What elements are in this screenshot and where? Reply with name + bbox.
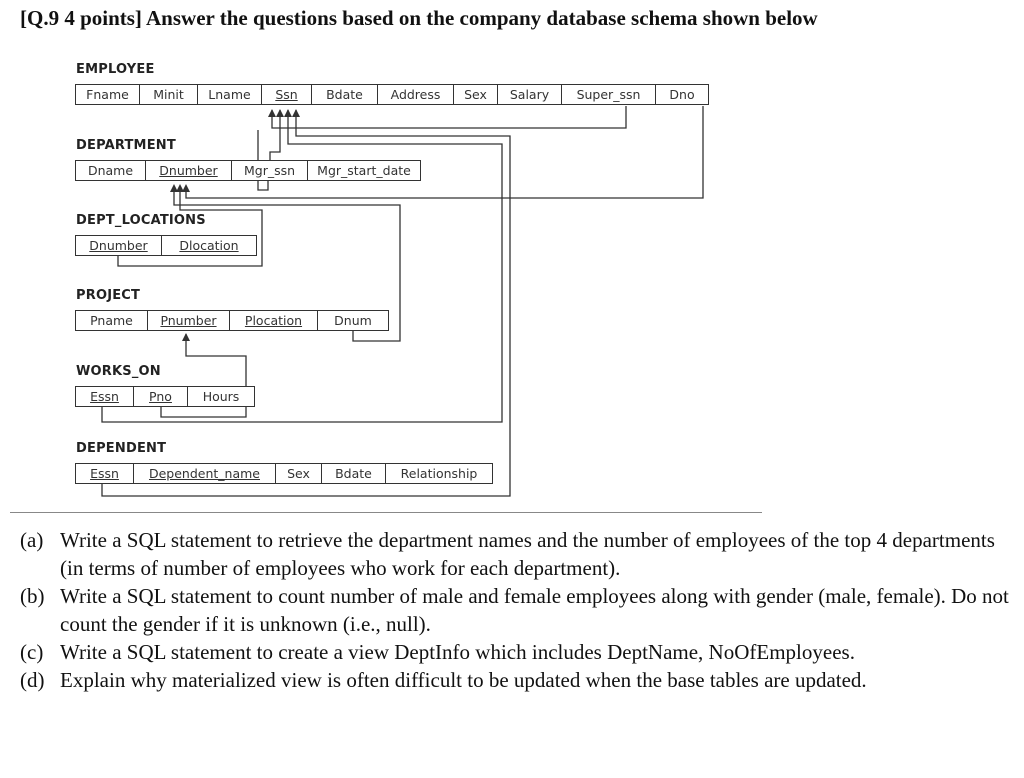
arrow-dnumber-3: [182, 184, 190, 192]
relation-name-department: DEPARTMENT: [76, 138, 176, 153]
attr-ssn: Ssn: [262, 85, 312, 104]
attr-dname: Dname: [76, 161, 146, 180]
question-text: Write a SQL statement to create a view DeptInfo which includes DeptName, NoOfEmployees.: [60, 640, 855, 664]
attr-fname: Fname: [76, 85, 140, 104]
attr-essn: Essn: [76, 387, 134, 406]
attr-pname: Pname: [76, 311, 148, 330]
attr-sex: Sex: [454, 85, 498, 104]
attr-pno: Pno: [134, 387, 188, 406]
attr-address: Address: [378, 85, 454, 104]
attr-dlocation: Dlocation: [179, 238, 239, 253]
question-text: Explain why materialized view is often difficult to be updated when the base tables are updated.: [60, 668, 867, 692]
question-label: (c): [20, 640, 44, 664]
relation-name-works-on: WORKS_ON: [76, 364, 161, 379]
attr-dnumber: Dnumber: [76, 236, 162, 255]
attr-super-ssn: Super_ssn: [562, 85, 656, 104]
arrow-ssn-3: [284, 109, 292, 117]
attr-sex: Sex: [276, 464, 322, 483]
attr-bdate: Bdate: [312, 85, 378, 104]
relation-department: [75, 160, 421, 181]
attr-salary: Salary: [498, 85, 562, 104]
attr-dependent-name: Dependent_name: [134, 464, 276, 483]
attr-dnum: Dnum: [334, 313, 372, 328]
question-list: [20, 526, 1010, 694]
attr-mgr-start-date: Mgr_start_date: [317, 163, 411, 178]
relation-name-employee: EMPLOYEE: [76, 62, 155, 77]
relation-works-on: [75, 386, 255, 407]
question-label: (d): [20, 668, 45, 692]
relation-name-dept-locations: DEPT_LOCATIONS: [76, 213, 206, 228]
relation-name-project: PROJECT: [76, 288, 141, 303]
question-d: [20, 666, 1010, 694]
attr-pnumber: Pnumber: [148, 311, 230, 330]
question-c: [20, 638, 1010, 666]
attr-relationship: Relationship: [400, 466, 478, 481]
attr-dnumber: Dnumber: [146, 161, 232, 180]
arrow-ssn-2: [276, 109, 284, 117]
arrow-ssn-4: [292, 109, 300, 117]
question-label: (a): [20, 528, 44, 552]
question-a: [20, 526, 1010, 582]
attr-lname: Lname: [198, 85, 262, 104]
relation-project: [75, 310, 389, 331]
attr-hours: Hours: [202, 389, 240, 404]
attr-essn: Essn: [76, 464, 134, 483]
question-title: [Q.9 4 points] Answer the questions based on the company database schema shown below: [20, 6, 818, 30]
attr-plocation: Plocation: [230, 311, 318, 330]
attr-minit: Minit: [140, 85, 198, 104]
question-b: [20, 582, 1010, 638]
relation-employee: [75, 84, 709, 105]
attr-dno: Dno: [669, 87, 695, 102]
arrow-pnumber: [182, 333, 190, 341]
attr-bdate: Bdate: [322, 464, 386, 483]
question-text: Write a SQL statement to retrieve the department names and the number of employees of the top 4 departments (in terms of number of employees who work for each department).: [60, 528, 995, 580]
section-divider: [10, 512, 762, 513]
question-label: (b): [20, 584, 45, 608]
question-text: Write a SQL statement to count number of male and female employees along with gender (male, female). Do not count the gender if it is unknown (i.e., null).: [60, 584, 1009, 636]
fk-super-ssn: [272, 106, 626, 128]
relation-name-dependent: DEPENDENT: [76, 441, 167, 456]
attr-mgr-ssn: Mgr_ssn: [232, 161, 308, 180]
arrow-ssn-1: [268, 109, 276, 117]
relation-dependent: [75, 463, 493, 484]
relation-dept-locations: [75, 235, 257, 256]
